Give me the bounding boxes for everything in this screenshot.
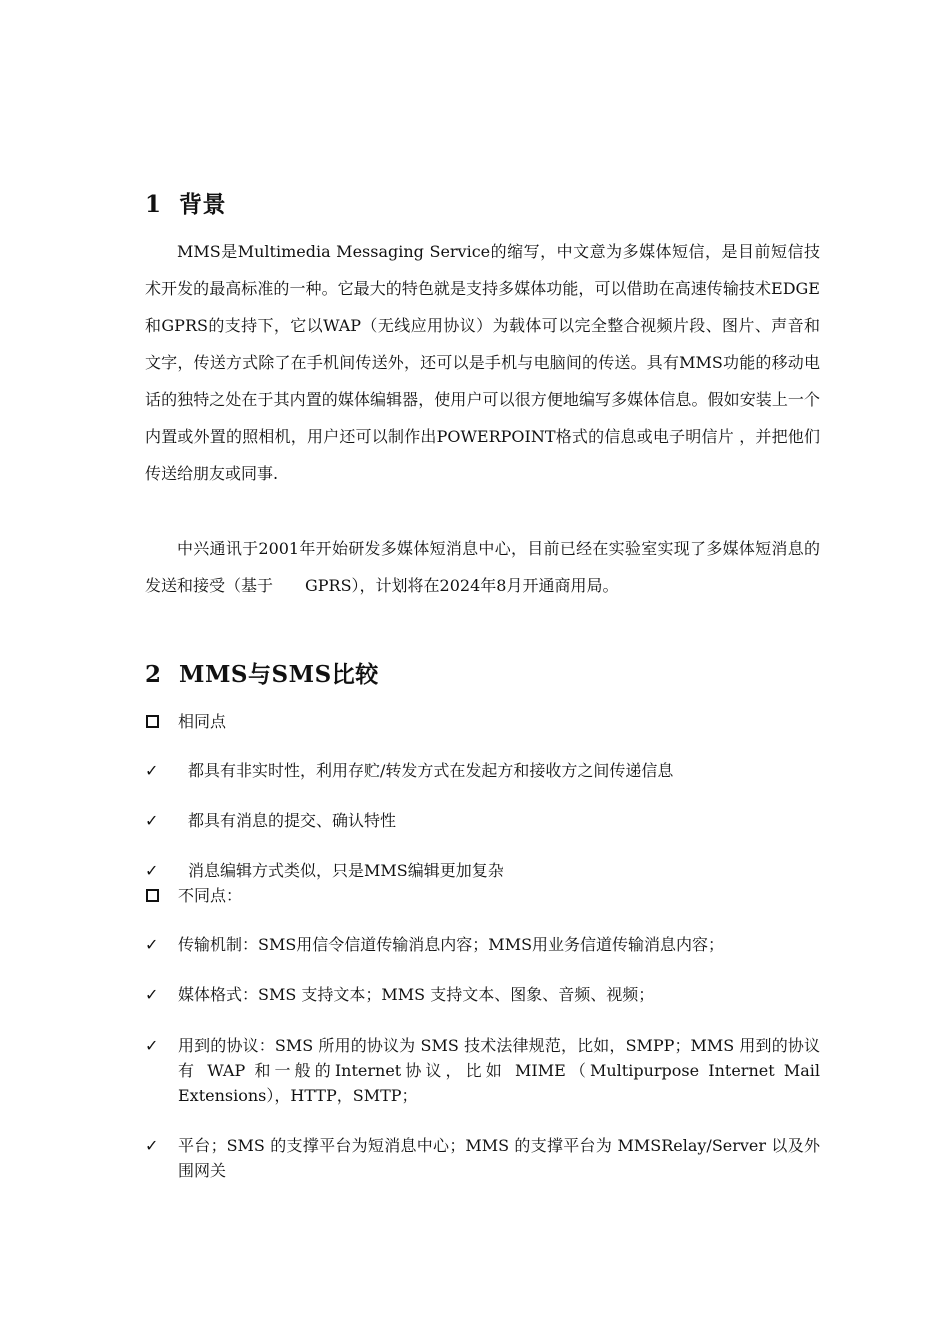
list-item [145, 758, 820, 783]
check-mark-icon: ✓ [145, 761, 159, 780]
list-item-text: 传输机制：SMS用信令信道传输消息内容；MMS用业务信道传输消息内容； [178, 935, 725, 954]
square-bullet-icon [146, 715, 159, 728]
list-item [145, 1133, 820, 1183]
list-item-text: 平台；SMS 的支撑平台为短消息中心；MMS 的支撑平台为 MMSRelay/Server 以及外围网关 [178, 1136, 820, 1180]
list-heading-label: 相同点 [178, 712, 227, 731]
list-heading-same [145, 709, 820, 734]
list-heading-label: 不同点： [178, 886, 243, 905]
list-heading-diff [145, 883, 820, 908]
list-item-text: 消息编辑方式类似，只是MMS编辑更加复杂 [188, 861, 504, 880]
list-item-text: 都具有消息的提交、确认特性 [188, 811, 397, 830]
check-mark-icon: ✓ [145, 861, 159, 880]
list-item [145, 932, 820, 957]
section-title: 背景 [179, 191, 226, 218]
section-2-heading [145, 656, 379, 689]
list-item [145, 858, 820, 883]
list-item [145, 1033, 820, 1108]
paragraph-zte: 中兴通讯于2001年开始研发多媒体短消息中心，目前已经在实验室实现了多媒体短消息的发送和接受（基于 GPRS），计划将在2024年8月开通商用局。 [145, 539, 820, 595]
section-1-heading [145, 186, 226, 219]
section-title: MMS与SMS比较 [179, 661, 379, 688]
section-number: 2 [145, 661, 162, 688]
check-mark-icon: ✓ [145, 811, 159, 830]
list-item-text: 媒体格式：SMS 支持文本；MMS 支持文本、图象、音频、视频； [178, 985, 655, 1004]
list-item [145, 982, 820, 1007]
check-mark-icon: ✓ [145, 985, 159, 1004]
check-mark-icon: ✓ [145, 935, 159, 954]
check-mark-icon: ✓ [145, 1036, 159, 1055]
paragraph-mms-intro: MMS是Multimedia Messaging Service的缩写，中文意为多媒体短信，是目前短信技术开发的最高标准的一种。它最大的特色就是支持多媒体功能，可以借助在高速传输技术EDGE和GPRS的支持下，它以WAP（无线应用协议）为载体可以完全整合视频片段、图片、声音和文字，传送方式除了在手机间传送外，还可以是手机与电脑间的传送。具有MMS功能的移动电话的独特之处在于其内置的媒体编辑器，使用户可以很方便地编写多媒体信息。假如安装上一个内置或外置的照相机，用户还可以制作出POWERPOINT格式的信息或电子明信片 ，并把他们传送给朋友或同事. [145, 242, 820, 483]
section-number: 1 [145, 191, 162, 218]
check-mark-icon: ✓ [145, 1136, 159, 1155]
list-item-text: 都具有非实时性，利用存贮/转发方式在发起方和接收方之间传递信息 [188, 761, 674, 780]
list-item [145, 808, 820, 833]
square-bullet-icon [146, 889, 159, 902]
list-item-text: 用到的协议：SMS 所用的协议为 SMS 技术法律规范，比如，SMPP；MMS 用到的协议有 WAP 和一般的Internet协议，比如 MIME（Multipurpose Internet Mail Extensions），HTTP，SMTP； [178, 1036, 820, 1105]
